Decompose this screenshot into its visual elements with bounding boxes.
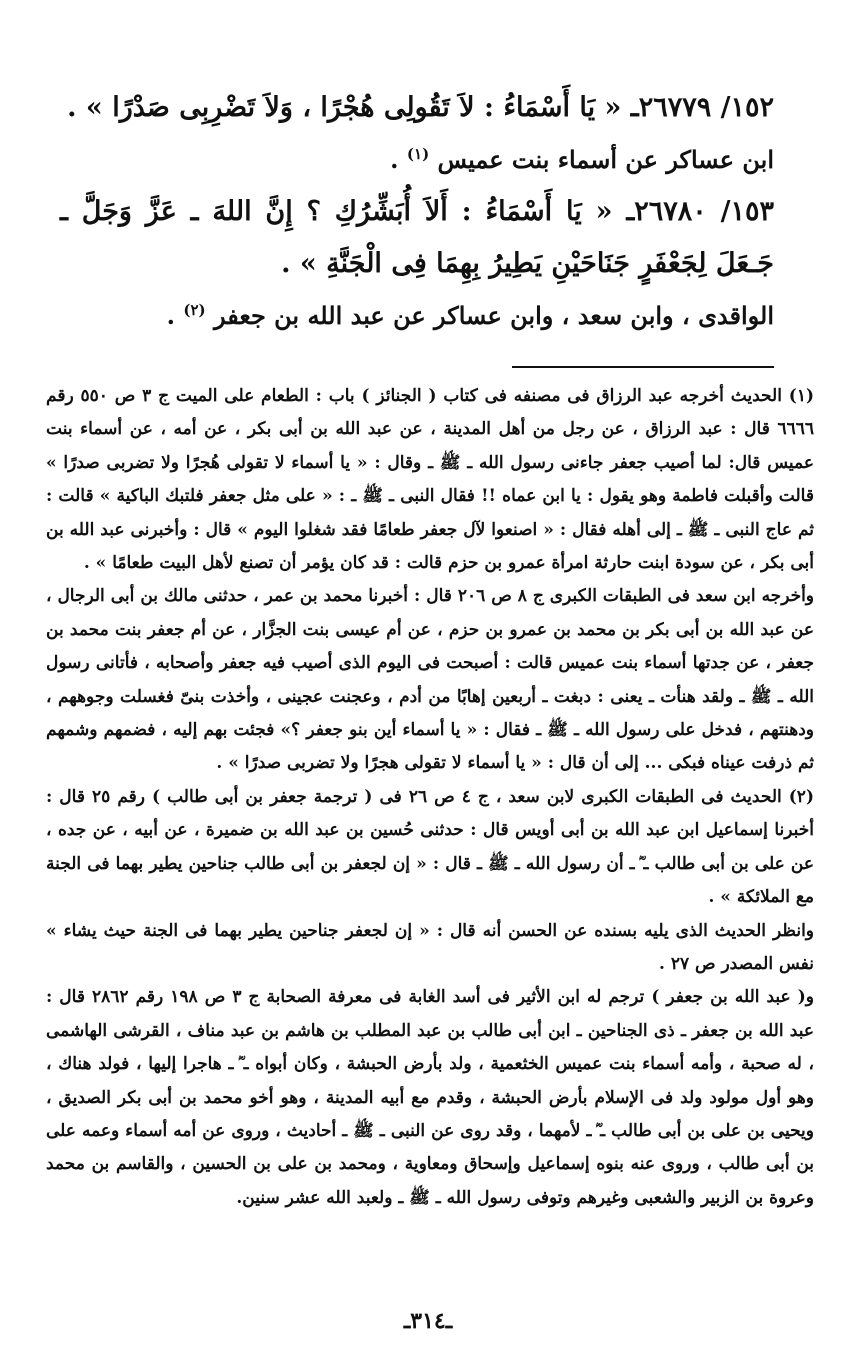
footnote-2-biography: و( عبد الله بن جعفر ) ترجم له ابن الأثير فى أسد الغابة فى معرفة الصحابة ج ٣ ص ١٩٨ رقم ٢٨٦٢ قال : عبد الله بن جعفر ـ ذى الجناحين ـ ابن أبى طالب بن عبد المطلب بن هاشم بن عبد مناف ، القرشى الهاشمى ، له صحبة ، وأمه أسماء بنت عميس الخثعمية ، ولد بأرض الحبشة ، وكان أبواه ـ ؓ ـ هاجرا إليها ، فولد هناك ، وهو أول مولود ولد فى الإسلام بأرض الحبشة ، وقدم مع أبيه المدينة ، وهو أخو محمد بن أبى بكر الصديق ، ويحيى بن على بن أبى طالب ـ ؓ ـ لأمهما ، وقد روى عن النبى ـ ﷺ ـ أحاديث ، وروى عن أمه أسماء وعمه على بن أبى طالب ، وروى عنه بنوه إسماعيل وإسحاق ومعاوية ، ومحمد بن على بن الحسين ، والقاسم بن محمد وعروة بن الزبير والشعبى وغيرهم وتوفى رسول الله ـ ﷺ ـ ولعبد الله عشر سنين.: [46, 987, 814, 1208]
hadith-152-source-end: .: [390, 145, 407, 174]
footnote-2-see-also: وانظر الحديث الذى يليه بسنده عن الحسن أنه قال : « إن لجعفر جناحين يطير بهما فى الجنة حيث يشاء » نفس المصدر ص ٢٧ .: [46, 920, 814, 974]
footnote-ref-1[interactable]: (١): [406, 145, 430, 163]
hadith-section: [60, 82, 774, 342]
footnote-1-continuation: وأخرجه ابن سعد فى الطبقات الكبرى ج ٨ ص ٢٠٦ قال : أخبرنا محمد بن عمر ، حدثنى مالك بن أبى الرجال ، عن عبد الله بن أبى بكر بن محمد بن عمرو بن حزم ، عن أم عيسى بنت الجزَّار ، عن أم جعفر بنت محمد بن جعفر ، عن جدتها أسماء بنت عميس قالت : أصبحت فى اليوم الذى أصيب فيه جعفر وأصحابه ، فأتانى رسول الله ـ ﷺ ـ ولقد هنأت ـ يعنى : دبغت ـ أربعين إهابًا من أدم ، وعجنت عجينى ، وأخذت بنىّ فغسلت وجوههم ، ودهنتهم ، فدخل على رسول الله ـ ﷺ ـ فقال : « يا أسماء أين بنو جعفر ؟» فجئت بهم إليه ، فضمهم وشمهم ثم ذرفت عيناه فبكى ... إلى أن قال : « يا أسماء لا تقولى هجرًا ولا تضربى صدرًا » .: [46, 586, 815, 774]
footnote-ref-2[interactable]: (٢): [183, 301, 206, 319]
footnotes-section: [46, 380, 814, 1280]
hadith-153-source-end: .: [166, 301, 184, 330]
hadith-153: ١٥٣/ ٢٦٧٨٠ـ « يَا أَسْمَاءُ : أَلاَ أُبَشِّرُكِ ؟ إِنَّ اللهَ ـ عَزَّ وَجَلَّ ـ جَـعَلَ لِجَعْفَرٍ جَنَاحَيْنِ يَطِيرُ بِهِمَا فِى الْجَنَّةِ » .: [60, 196, 774, 279]
footnote-2: (٢) الحديث فى الطبقات الكبرى لابن سعد ، ج ٤ ص ٢٦ فى ( ترجمة جعفر بن أبى طالب ) رقم ٢٥ قال : أخبرنا إسماعيل ابن عبد الله بن أبى أويس قال : حدثنى حُسين بن عبد الله بن ضميرة ، عن أبيه ، عن جده ، عن على بن أبى طالب ـ ؓ ـ أن رسول الله ـ ﷺ ـ قال : « إن لجعفر بن أبى طالب جناحين يطير بهما فى الجنة مع الملائكة » .: [46, 786, 814, 908]
hadith-152: ١٥٢/ ٢٦٧٧٩ـ « يَا أَسْمَاءُ : لاَ تَقُولِى هُجْرًا ، وَلاَ تَضْرِبِى صَدْرًا » .: [67, 92, 774, 123]
hadith-152-source: [60, 134, 774, 186]
footnote-1: (١) الحديث أخرجه عبد الرزاق فى مصنفه فى كتاب ( الجنائز ) باب : الطعام على الميت ج ٣ ص ٥٥٠ رقم ٦٦٦٦ قال : عبد الرزاق ، عن رجل من أهل المدينة ، عن عبد الله بن أبى بكر ، عن أمه ، عن أسماء بنت عميس قال: لما أصيب جعفر جاءنى رسول الله ـ ﷺ ـ وقال : « يا أسماء لا تقولى هُجرًا ولا تضربى صدرًا » قالت وأقبلت فاطمة وهو يقول : يا ابن عماه !! فقال النبى ـ ﷺ ـ : « على مثل جعفر فلتبك الباكية » قالت : ثم عاج النبى ـ ﷺ ـ إلى أهله فقال : « اصنعوا لآل جعفر طعامًا فقد شغلوا اليوم » قال : وأخبرنى عبد الله بن أبى بكر ، عن سودة ابنت حارثة امرأة عمرو بن حزم قالت : قد كان يؤمر أن تصنع لأهل البيت طعامًا » .: [46, 386, 814, 574]
hadith-153-source: [60, 290, 774, 342]
hadith-153-source-text: الواقدى ، وابن سعد ، وابن عساكر عن عبد الله بن جعفر: [213, 301, 774, 330]
page-number: ـ٣١٤ـ: [403, 1308, 453, 1334]
footnote-divider: [512, 366, 774, 368]
hadith-152-source-text: ابن عساكر عن أسماء بنت عميس: [437, 145, 774, 174]
